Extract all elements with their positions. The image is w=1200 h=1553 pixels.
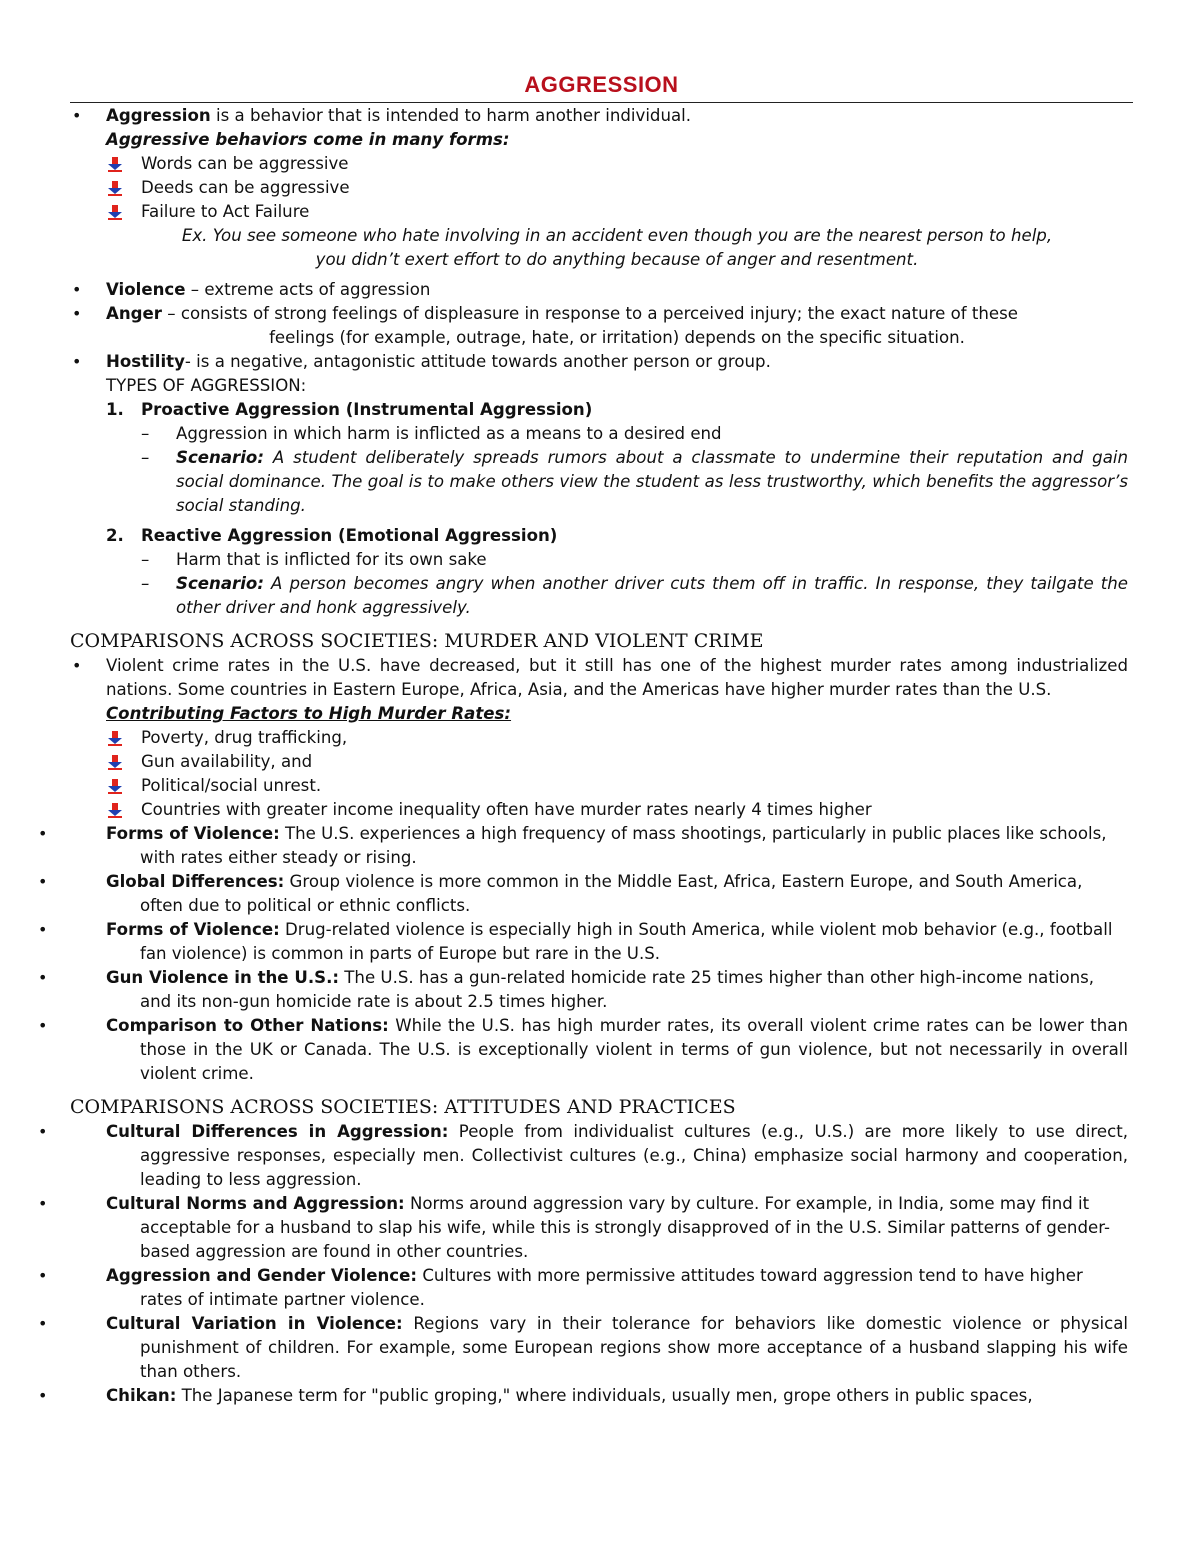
bullet-item: • Cultural Norms and Aggression: Norms around aggression vary by culture. For example, in India, some may find it acceptable for a husband to slap his wife, while this is strongly disapproved of in the U.S. Similar patterns of gender-based aggression are found in other countries.	[0, 1192, 1200, 1264]
bullet-item: • Forms of Violence: The U.S. experiences a high frequency of mass shootings, particularly in public places like schools, with rates either steady or rising.	[0, 822, 1200, 870]
bullet-item: • Global Differences: Group violence is more common in the Middle East, Africa, Eastern Europe, and South America, often due to political or ethnic conflicts.	[0, 870, 1200, 918]
example-line: you didn’t exert effort to do anything because of anger and resentment.	[315, 250, 919, 269]
type-title: 2. Reactive Aggression (Emotional Aggression)	[106, 526, 558, 545]
forms-heading: Aggressive behaviors come in many forms:	[106, 130, 510, 149]
term-violence: Violence	[106, 280, 186, 299]
term-hostility: Hostility	[106, 352, 185, 371]
anger-definition: • Anger – consists of strong feelings of displeasure in response to a perceived injury; the exact nature of these	[0, 302, 1200, 326]
arrow-down-icon	[108, 181, 122, 196]
arrow-down-icon	[108, 755, 122, 770]
anger-definition-cont: feelings (for example, outrage, hate, or irritation) depends on the specific situation.	[269, 328, 965, 347]
bullet-item: • Gun Violence in the U.S.: The U.S. has a gun-related homicide rate 25 times higher than other high-income nations, and its non-gun homicide rate is about 2.5 times higher.	[0, 966, 1200, 1014]
aggression-definition: • Aggression is a behavior that is intended to harm another individual.	[0, 104, 1200, 128]
document-body	[0, 104, 1200, 1408]
types-heading: TYPES OF AGGRESSION:	[106, 376, 307, 395]
type-title: 1. Proactive Aggression (Instrumental Aggression)	[106, 400, 593, 419]
arrow-down-icon	[108, 803, 122, 818]
hostility-definition: • Hostility- is a negative, antagonistic attitude towards another person or group.	[0, 350, 1200, 374]
list-item: Failure to Act Failure	[0, 200, 1200, 224]
term-anger: Anger	[106, 304, 162, 323]
violence-definition: • Violence – extreme acts of aggression	[0, 278, 1200, 302]
section-heading: COMPARISONS ACROSS SOCIETIES: ATTITUDES AND PRACTICES	[70, 1096, 736, 1118]
type-definition: – Harm that is inflicted for its own sake	[0, 548, 1200, 572]
page-title: AGGRESSION	[524, 72, 679, 97]
type-scenario: – Scenario: A student deliberately spreads rumors about a classmate to undermine their reputation and gain social dominance. The goal is to make others view the student as less trustworthy, which benefits the aggressor’s social standing.	[0, 446, 1200, 518]
arrow-down-icon	[108, 779, 122, 794]
bullet-item: • Aggression and Gender Violence: Cultures with more permissive attitudes toward aggression tend to have higher rates of intimate partner violence.	[0, 1264, 1200, 1312]
example-line: Ex. You see someone who hate involving in an accident even though you are the nearest person to help,	[181, 226, 1053, 245]
section-heading: COMPARISONS ACROSS SOCIETIES: MURDER AND VIOLENT CRIME	[70, 630, 764, 652]
section-intro: • Violent crime rates in the U.S. have decreased, but it still has one of the highest murder rates among industrialized nations. Some countries in Eastern Europe, Africa, Asia, and the Americas have higher murder rates than the U.S.	[0, 654, 1200, 702]
list-item: Words can be aggressive	[0, 152, 1200, 176]
type-scenario: – Scenario: A person becomes angry when another driver cuts them off in traffic. In response, they tailgate the other driver and honk aggressively.	[0, 572, 1200, 620]
bullet-item: • Cultural Differences in Aggression: People from individualist cultures (e.g., U.S.) are more likely to use direct, aggressive responses, especially men. Collectivist cultures (e.g., China) emphasize social harmony and cooperation, leading to less aggression.	[0, 1120, 1200, 1192]
list-item: Poverty, drug trafficking,	[0, 726, 1200, 750]
arrow-down-icon	[108, 157, 122, 172]
list-item: Deeds can be aggressive	[0, 176, 1200, 200]
title-underline	[70, 102, 1133, 103]
arrow-down-icon	[108, 205, 122, 220]
bullet-item: • Comparison to Other Nations: While the U.S. has high murder rates, its overall violent crime rates can be lower than those in the UK or Canada. The U.S. is exceptionally violent in terms of gun violence, but not necessarily in overall violent crime.	[0, 1014, 1200, 1086]
list-item: Gun availability, and	[0, 750, 1200, 774]
list-item: Political/social unrest.	[0, 774, 1200, 798]
list-item: Countries with greater income inequality often have murder rates nearly 4 times higher	[0, 798, 1200, 822]
bullet-item: • Cultural Variation in Violence: Regions vary in their tolerance for behaviors like domestic violence or physical punishment of children. For example, some European regions show more acceptance of a husband slapping his wife than others.	[0, 1312, 1200, 1384]
term-aggression: Aggression	[106, 106, 211, 125]
bullet-item: • Forms of Violence: Drug-related violence is especially high in South America, while violent mob behavior (e.g., football fan violence) is common in parts of Europe but rare in the U.S.	[0, 918, 1200, 966]
type-definition: – Aggression in which harm is inflicted as a means to a desired end	[0, 422, 1200, 446]
bullet-item: • Chikan: The Japanese term for "public groping," where individuals, usually men, grope others in public spaces,	[0, 1384, 1200, 1408]
arrow-down-icon	[108, 731, 122, 746]
factors-heading: Contributing Factors to High Murder Rates:	[106, 704, 512, 723]
